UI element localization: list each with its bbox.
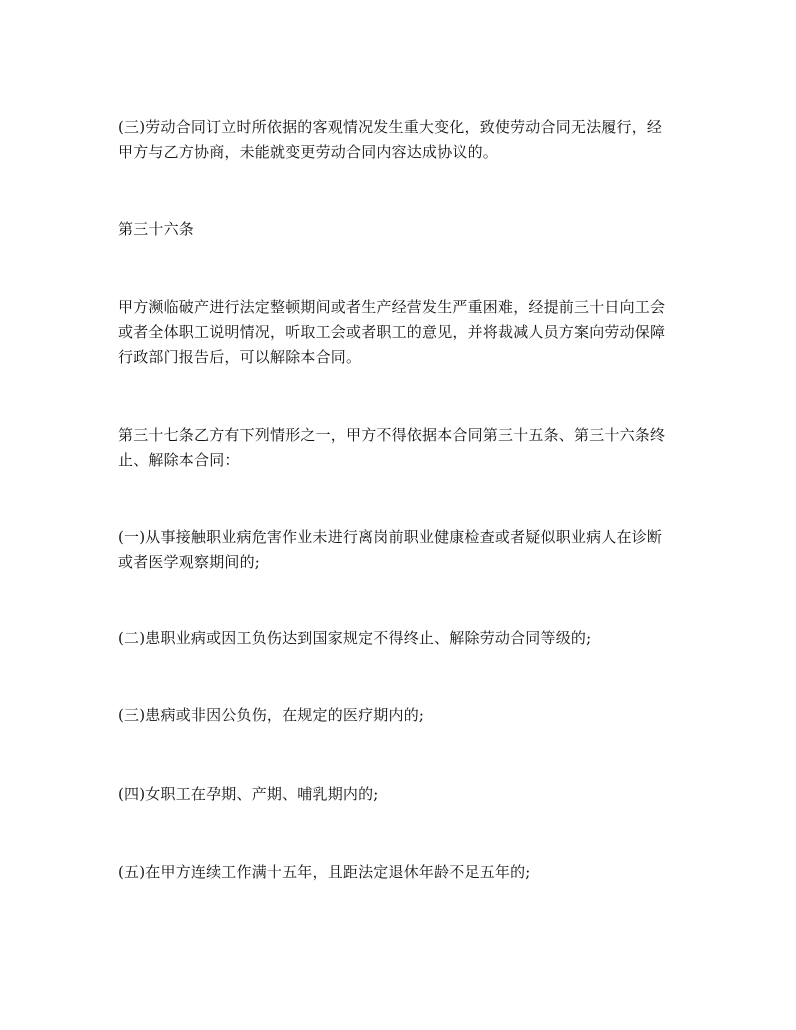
text-line: (三)劳动合同订立时所依据的客观情况发生重大变化，致使劳动合同无法履行，经 bbox=[118, 118, 663, 136]
text-line: (四)女职工在孕期、产期、哺乳期内的; bbox=[118, 785, 379, 803]
paragraph-item-2 bbox=[118, 626, 688, 651]
text-line: 止、解除本合同： bbox=[118, 451, 240, 469]
text-line: 行政部门报告后，可以解除本合同。 bbox=[118, 348, 362, 366]
text-line: 第三十七条乙方有下列情形之一，甲方不得依据本合同第三十五条、第三十六条终 bbox=[118, 426, 666, 444]
text-line: (三)患病或非因公负伤，在规定的医疗期内的; bbox=[118, 706, 425, 724]
article-36-heading bbox=[118, 217, 688, 242]
text-line: (二)患职业病或因工负伤达到国家规定不得终止、解除劳动合同等级的; bbox=[118, 629, 592, 647]
text-line: 甲方濒临破产进行法定整顿期间或者生产经营发生严重困难，经提前三十日向工会 bbox=[118, 298, 666, 316]
paragraph-item-5 bbox=[118, 860, 688, 885]
paragraph-item-3 bbox=[118, 703, 688, 728]
text-line: 甲方与乙方协商，未能就变更劳动合同内容达成协议的。 bbox=[118, 143, 499, 161]
paragraph-item-4 bbox=[118, 782, 688, 807]
text-line: 第三十六条 bbox=[118, 220, 195, 238]
paragraph-article-36-body bbox=[118, 295, 688, 370]
paragraph-article-37 bbox=[118, 423, 688, 473]
paragraph-clause-3-circumstance-change bbox=[118, 115, 688, 165]
paragraph-item-1 bbox=[118, 525, 688, 575]
text-line: (一)从事接触职业病危害作业未进行离岗前职业健康检查或者疑似职业病人在诊断 bbox=[118, 528, 663, 546]
text-line: 或者医学观察期间的; bbox=[118, 553, 261, 571]
text-line: 或者全体职工说明情况，听取工会或者职工的意见，并将裁减人员方案向劳动保障 bbox=[118, 323, 666, 341]
text-line: (五)在甲方连续工作满十五年，且距法定退休年龄不足五年的; bbox=[118, 863, 531, 881]
